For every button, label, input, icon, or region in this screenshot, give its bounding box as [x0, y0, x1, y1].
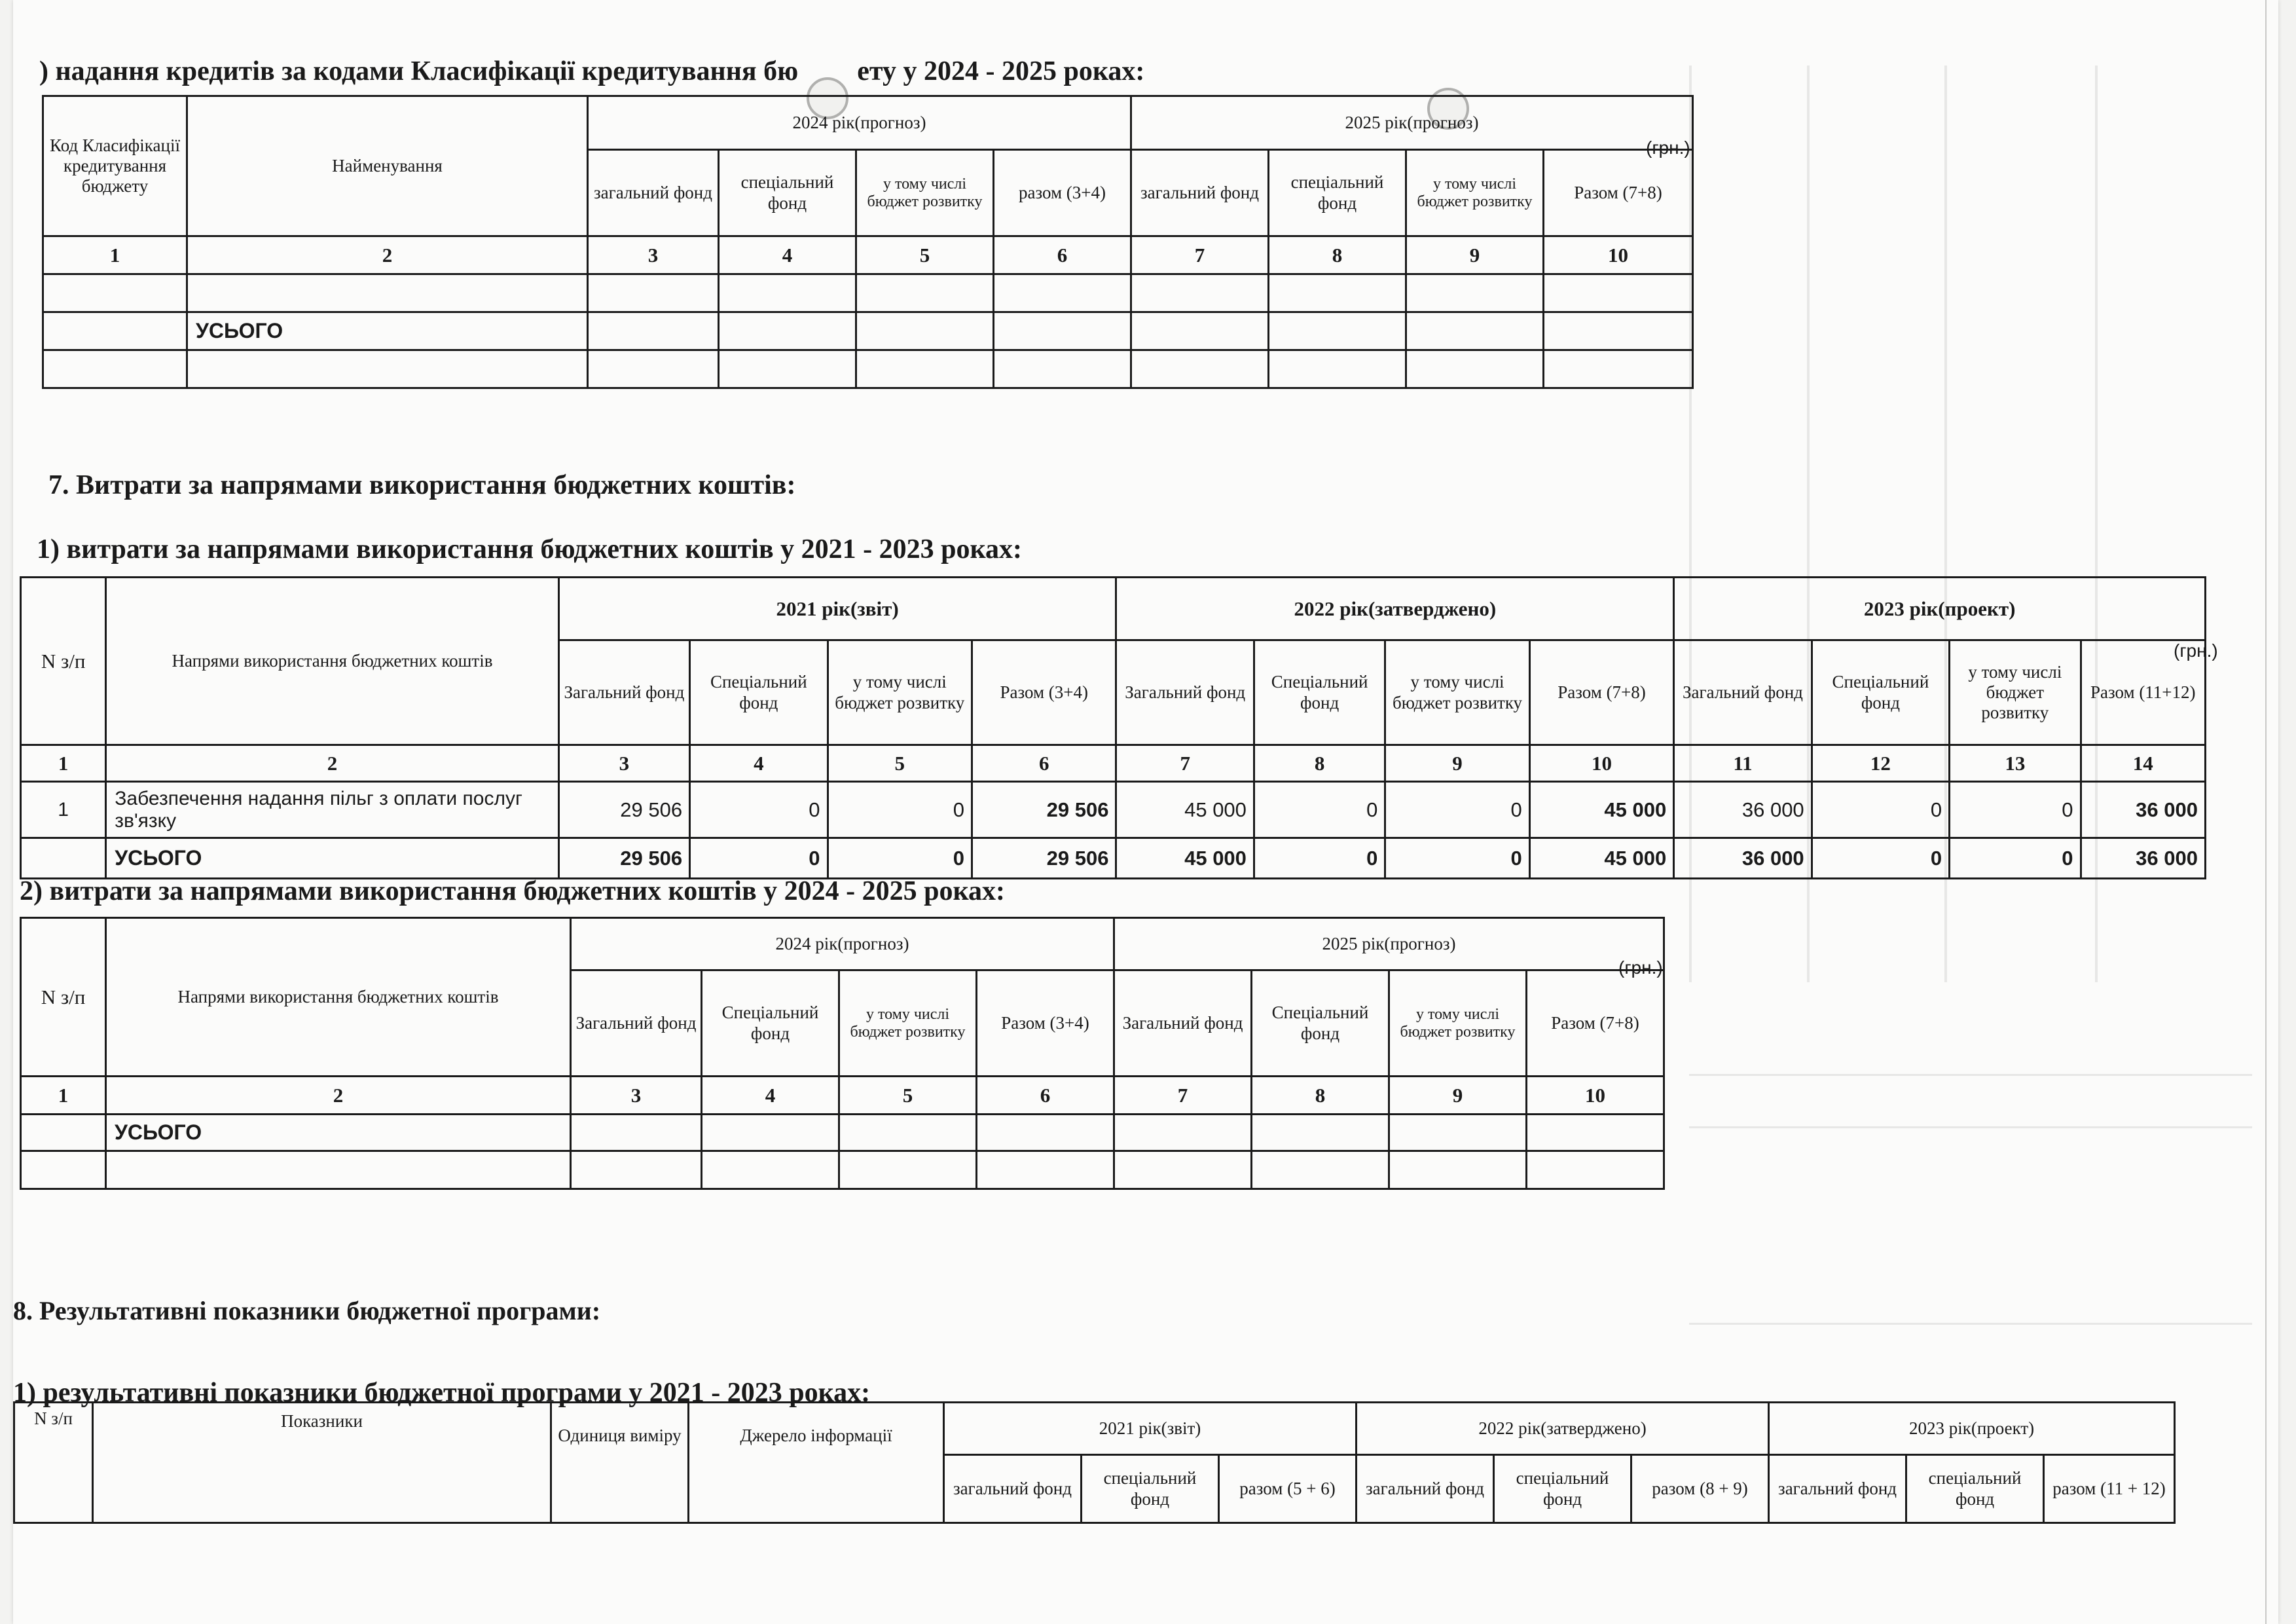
cell-value: 0	[690, 838, 828, 879]
total-label: УСЬОГО	[106, 838, 558, 879]
col-header-general: Загальний фонд	[1674, 640, 1812, 745]
col-number: 5	[839, 1077, 977, 1115]
section7-table1-title: 1) витрати за напрямами використання бюджетних коштів у 2021 - 2023 роках:	[37, 534, 1023, 564]
col-header-total: Разом (7+8)	[1529, 640, 1673, 745]
col-number: 8	[1254, 745, 1385, 782]
col-header-2025: 2025 рік(прогноз)	[1131, 96, 1693, 150]
col-number: 4	[690, 745, 828, 782]
col-number: 10	[1544, 236, 1693, 274]
col-header-2023: 2023 рік(проект)	[1674, 578, 2206, 640]
indicators-table-2021-2023	[13, 1401, 2176, 1524]
col-number: 6	[977, 1077, 1114, 1115]
col-header-2021: 2021 рік(звіт)	[944, 1403, 1357, 1455]
col-header-total: Разом (7+8)	[1527, 970, 1664, 1077]
col-header-no: N з/п	[21, 918, 106, 1077]
col-header-special: Спеціальний фонд	[1252, 970, 1389, 1077]
col-number: 8	[1269, 236, 1406, 274]
expenses-table-2024-2025	[20, 917, 1665, 1190]
col-header-2025: 2025 рік(прогноз)	[1114, 918, 1664, 970]
document-sheet	[13, 0, 2278, 1624]
col-header-special: спеціальний фонд	[1269, 150, 1406, 236]
cell-value: 36 000	[1674, 838, 1812, 879]
col-header-dev: у тому числі бюджет розвитку	[1406, 150, 1544, 236]
col-header-source: Джерело інформації	[689, 1403, 944, 1523]
total-label: УСЬОГО	[106, 1115, 571, 1151]
col-header-general: Загальний фонд	[1114, 970, 1252, 1077]
col-header-2021: 2021 рік(звіт)	[558, 578, 1116, 640]
col-header-no: N з/п	[21, 578, 106, 745]
col-header-2024: 2024 рік(прогноз)	[571, 918, 1114, 970]
col-number: 1	[43, 236, 187, 274]
col-number: 7	[1131, 236, 1269, 274]
total-row	[43, 312, 1693, 350]
col-number: 2	[106, 1077, 571, 1115]
col-header-special: Спеціальний фонд	[702, 970, 839, 1077]
row-name: Забезпечення надання пільг з оплати послуг зв'язку	[106, 782, 558, 838]
col-header-total: разом (5 + 6)	[1219, 1455, 1357, 1523]
show-through-line	[1689, 1126, 2252, 1128]
col-number: 3	[571, 1077, 702, 1115]
col-number: 7	[1114, 1077, 1252, 1115]
table-row	[21, 782, 2206, 838]
col-header-direction: Напрями використання бюджетних коштів	[106, 578, 558, 745]
col-header-no: N з/п	[14, 1403, 93, 1523]
show-through-line	[1689, 1323, 2252, 1325]
cell-value: 0	[1385, 782, 1529, 838]
col-header-general: Загальний фонд	[571, 970, 702, 1077]
col-number: 1	[21, 745, 106, 782]
table-row	[43, 350, 1693, 388]
col-header-indicators: Показники	[93, 1403, 551, 1523]
col-number: 3	[558, 745, 689, 782]
col-header-special: спеціальний фонд	[1494, 1455, 1631, 1523]
cell-value: 29 506	[558, 782, 689, 838]
section7-table2-title: 2) витрати за напрямами використання бюджетних коштів у 2024 - 2025 роках:	[20, 876, 1006, 906]
col-header-total: Разом (11+12)	[2081, 640, 2205, 745]
col-header-special: спеціальний фонд	[1906, 1455, 2044, 1523]
col-header-general: Загальний фонд	[1116, 640, 1254, 745]
col-number: 6	[994, 236, 1131, 274]
col-number: 4	[719, 236, 856, 274]
col-number: 5	[856, 236, 994, 274]
col-header-general: загальний фонд	[1131, 150, 1269, 236]
cell-value: 0	[1385, 838, 1529, 879]
col-header-2023: 2023 рік(проект)	[1769, 1403, 2175, 1455]
col-number: 10	[1529, 745, 1673, 782]
col-number: 4	[702, 1077, 839, 1115]
unit-label: (грн.)	[2174, 640, 2218, 661]
cell-value: 0	[828, 782, 972, 838]
col-number: 2	[106, 745, 558, 782]
total-label: УСЬОГО	[187, 312, 588, 350]
col-number: 7	[1116, 745, 1254, 782]
col-header-2022: 2022 рік(затверджено)	[1116, 578, 1674, 640]
col-header-dev: у тому числі бюджет розвитку	[1950, 640, 2081, 745]
col-number: 1	[21, 1077, 106, 1115]
col-number: 11	[1674, 745, 1812, 782]
col-number: 13	[1950, 745, 2081, 782]
section6-title: ) надання кредитів за кодами Класифікації кредитування бю ету у 2024 - 2025 роках:	[39, 56, 1145, 86]
unit-label: (грн.)	[1646, 138, 1690, 158]
col-header-total: разом (8 + 9)	[1631, 1455, 1769, 1523]
col-header-dev: у тому числі бюджет розвитку	[828, 640, 972, 745]
col-header-direction: Напрями використання бюджетних коштів	[106, 918, 571, 1077]
col-number: 5	[828, 745, 972, 782]
col-header-special: спеціальний фонд	[1082, 1455, 1219, 1523]
col-number: 12	[1812, 745, 1949, 782]
col-header-general: загальний фонд	[1769, 1455, 1906, 1523]
col-number: 6	[972, 745, 1116, 782]
col-header-name: Найменування	[187, 96, 588, 236]
col-header-special: Спеціальний фонд	[1254, 640, 1385, 745]
show-through-line	[1689, 1074, 2252, 1076]
section7-heading: 7. Витрати за напрямами використання бюджетних коштів:	[48, 470, 796, 500]
cell-value: 0	[1254, 782, 1385, 838]
cell-value: 45 000	[1529, 838, 1673, 879]
col-header-unit: Одиниця виміру	[551, 1403, 689, 1523]
unit-label: (грн.)	[1618, 957, 1663, 978]
page-edge	[2265, 0, 2267, 1624]
col-header-total: разом (3+4)	[994, 150, 1131, 236]
col-number: 8	[1252, 1077, 1389, 1115]
col-header-code: Код Класифікації кредитування бюджету	[43, 96, 187, 236]
col-header-dev: у тому числі бюджет розвитку	[856, 150, 994, 236]
col-number: 9	[1385, 745, 1529, 782]
col-header-total: Разом (7+8)	[1544, 150, 1693, 236]
col-number: 2	[187, 236, 588, 274]
table-row	[43, 274, 1693, 312]
cell-value: 36 000	[2081, 782, 2205, 838]
cell-value: 29 506	[972, 838, 1116, 879]
col-header-special: Спеціальний фонд	[1812, 640, 1949, 745]
col-number: 14	[2081, 745, 2205, 782]
cell-value: 45 000	[1116, 838, 1254, 879]
cell-value: 0	[1950, 838, 2081, 879]
cell-value: 0	[1812, 838, 1949, 879]
section8-table1-title: 1) результативні показники бюджетної програми у 2021 - 2023 роках:	[13, 1378, 871, 1408]
col-header-2022: 2022 рік(затверджено)	[1357, 1403, 1769, 1455]
col-header-dev: у тому числі бюджет розвитку	[1389, 970, 1527, 1077]
col-header-dev: у тому числі бюджет розвитку	[839, 970, 977, 1077]
cell-value: 45 000	[1116, 782, 1254, 838]
col-header-total: Разом (3+4)	[972, 640, 1116, 745]
cell-value: 36 000	[1674, 782, 1812, 838]
cell-value: 29 506	[972, 782, 1116, 838]
total-row	[21, 1115, 1664, 1151]
section8-heading: 8. Результативні показники бюджетної програми:	[13, 1296, 601, 1325]
expenses-table-2021-2023	[20, 576, 2206, 879]
col-number: 10	[1527, 1077, 1664, 1115]
table-row	[21, 1151, 1664, 1189]
col-header-general: загальний фонд	[944, 1455, 1082, 1523]
col-header-total: Разом (3+4)	[977, 970, 1114, 1077]
cell-value: 29 506	[558, 838, 689, 879]
cell-value: 36 000	[2081, 838, 2205, 879]
col-header-total: разом (11 + 12)	[2044, 1455, 2175, 1523]
col-header-general: Загальний фонд	[558, 640, 689, 745]
col-header-special: спеціальний фонд	[719, 150, 856, 236]
col-number: 3	[588, 236, 719, 274]
col-header-general: загальний фонд	[1357, 1455, 1494, 1523]
col-header-dev: у тому числі бюджет розвитку	[1385, 640, 1529, 745]
col-header-special: Спеціальний фонд	[690, 640, 828, 745]
row-number: 1	[21, 782, 106, 838]
col-number: 9	[1389, 1077, 1527, 1115]
total-row	[21, 838, 2206, 879]
col-header-2024: 2024 рік(прогноз)	[588, 96, 1131, 150]
credits-table-2024-2025	[42, 95, 1694, 389]
cell-value: 0	[1254, 838, 1385, 879]
col-number: 9	[1406, 236, 1544, 274]
cell-value: 0	[690, 782, 828, 838]
col-header-general: загальний фонд	[588, 150, 719, 236]
cell-value: 0	[828, 838, 972, 879]
cell-value: 45 000	[1529, 782, 1673, 838]
cell-value: 0	[1812, 782, 1949, 838]
cell-value: 0	[1950, 782, 2081, 838]
